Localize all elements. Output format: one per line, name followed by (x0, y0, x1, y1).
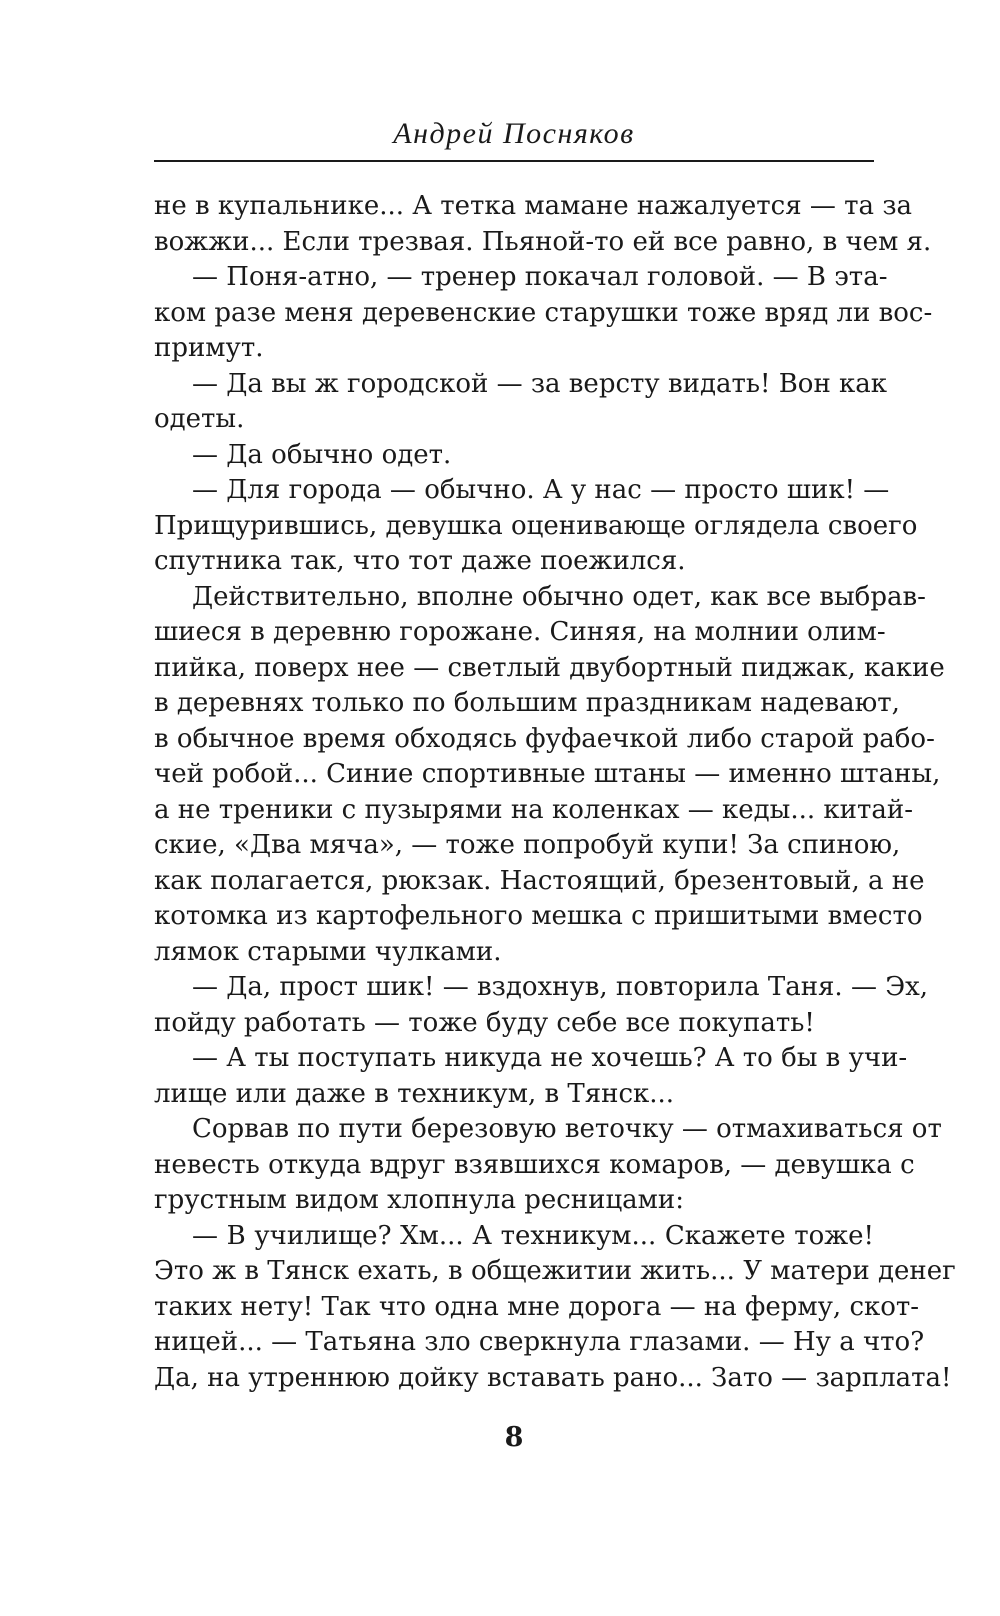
text-line: не в купальнике... А тетка мамане нажалуется — та за (154, 191, 912, 221)
text-line: Прищурившись, девушка оценивающе оглядела своего (154, 510, 918, 541)
text-line: как полагается, рюкзак. Настоящий, брезентовый, а не (154, 865, 925, 896)
page-text (154, 189, 956, 1396)
text-line: вожжи... Если трезвая. Пьяной-то ей все равно, в чем я. (154, 226, 932, 257)
text-line: ницей... — Татьяна зло сверкнула глазами. — Ну а что? (154, 1327, 925, 1357)
text-line: — Да, прост шик! — вздохнув, повторила Таня. — Эх, (192, 972, 929, 1002)
text-line: — Да вы ж городской — за версту видать! Вон как (192, 368, 888, 399)
text-line: — Поня-атно, — тренер покачал головой. — В эта- (192, 262, 888, 292)
text-line: шиеся в деревню горожане. Синяя, на молнии олим- (154, 617, 886, 647)
text-line: пийка, поверх нее — светлый двубортный пиджак, какие (154, 652, 945, 683)
text-line: Сорвав по пути березовую веточку — отмахиваться от (192, 1114, 942, 1144)
text-line: в обычное время обходясь фуфаечкой либо старой рабо- (154, 723, 935, 754)
text-line: грустным видом хлопнула ресницами: (154, 1185, 684, 1215)
text-line: спутника так, что тот даже поежился. (154, 546, 686, 576)
page-number: 8 (504, 1422, 524, 1453)
text-line: таких нету! Так что одна мне дорога — на ферму, скот- (154, 1291, 920, 1322)
text-line: Да, на утреннюю дойку вставать рано... Зато — зарплата! (154, 1362, 952, 1393)
text-line: — Для города — обычно. А у нас — просто шик! — (192, 475, 890, 505)
text-line: лямок старыми чулками. (154, 936, 502, 967)
text-line: котомка из картофельного мешка с пришитыми вместо (154, 901, 923, 931)
text-line: ские, «Два мяча», — тоже попробуй купи! За спиною, (154, 830, 901, 860)
running-head-author: Андрей Посняков (393, 117, 635, 150)
text-line: невесть откуда вдруг взявшихся комаров, — девушка с (154, 1149, 915, 1180)
text-line: лище или даже в техникум, в Тянск... (154, 1078, 675, 1109)
text-line: — Да обычно одет. (192, 439, 452, 470)
text-line: а не треники с пузырями на коленках — кеды... китай- (154, 794, 914, 825)
text-line: ком разе меня деревенские старушки тоже вряд ли вос- (154, 297, 933, 328)
text-line: Действительно, вполне обычно одет, как все выбрав- (192, 581, 926, 612)
text-line: Это ж в Тянск ехать, в общежитии жить... У матери денег (154, 1256, 956, 1286)
text-line: одеты. (154, 404, 245, 434)
text-line: примут. (154, 333, 264, 363)
text-line: пойду работать — тоже буду себе все покупать! (154, 1007, 815, 1038)
text-line: в деревнях только по большим праздникам надевают, (154, 688, 900, 718)
text-line: — А ты поступать никуда не хочешь? А то бы в учи- (192, 1043, 908, 1073)
text-line: — В училище? Хм... А техникум... Скажете тоже! (192, 1220, 874, 1251)
text-line: чей робой... Синие спортивные штаны — именно штаны, (154, 759, 941, 789)
header-rule (154, 160, 874, 162)
